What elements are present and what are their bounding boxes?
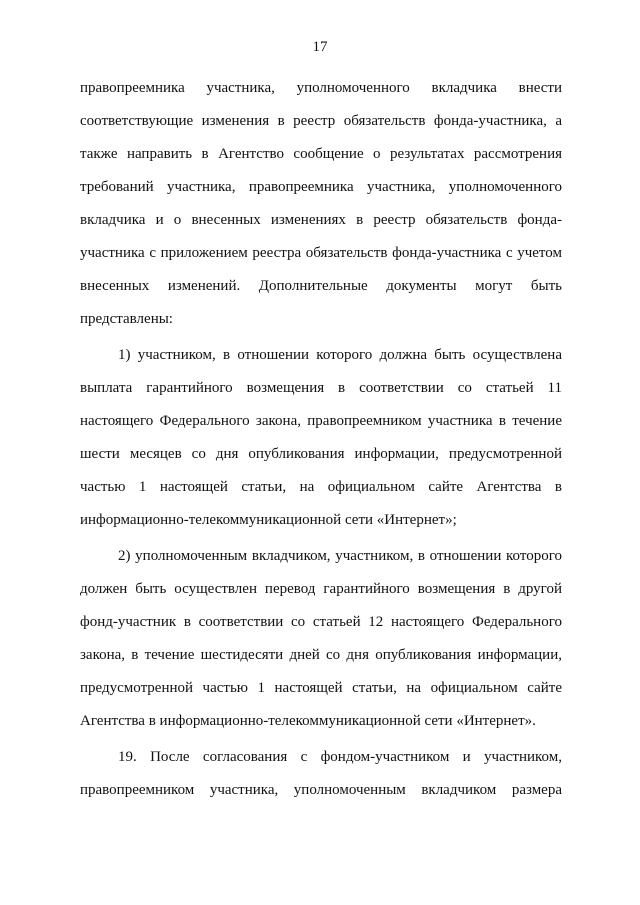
text-line: соответствующие изменения в реестр обязательств фонда-участника, а bbox=[80, 113, 562, 129]
text-line: внесенных изменений. Дополнительные документы могут быть bbox=[80, 278, 562, 294]
text-line: закона, в течение шестидесяти дней со дня опубликования информации, bbox=[80, 647, 562, 663]
text-line: правопреемником участника, уполномоченным вкладчиком размера bbox=[80, 782, 562, 798]
page-number: 17 bbox=[312, 39, 328, 55]
text-line: представлены: bbox=[80, 311, 173, 327]
text-line: должен быть осуществлен перевод гарантийного возмещения в другой bbox=[80, 581, 562, 597]
text-line: требований участника, правопреемника участника, уполномоченного bbox=[80, 179, 562, 195]
text-line: предусмотренной частью 1 настоящей статьи, на официальном сайте bbox=[80, 680, 562, 696]
text-line: вкладчика и о внесенных изменениях в реестр обязательств фонда- bbox=[80, 212, 562, 228]
text-line: частью 1 настоящей статьи, на официальном сайте Агентства в bbox=[80, 479, 562, 495]
text-line: правопреемника участника, уполномоченного вкладчика внести bbox=[80, 80, 562, 96]
text-line: 2) уполномоченным вкладчиком, участником, в отношении которого bbox=[118, 548, 562, 564]
text-line: настоящего Федерального закона, правопреемником участника в течение bbox=[80, 413, 562, 429]
text-line: 19. После согласования с фондом-участником и участником, bbox=[118, 749, 562, 765]
text-line: фонд-участник в соответствии со статьей 12 настоящего Федерального bbox=[80, 614, 562, 630]
text-line: выплата гарантийного возмещения в соответствии со статьей 11 bbox=[80, 380, 562, 396]
text-line: Агентства в информационно-телекоммуникационной сети «Интернет». bbox=[80, 713, 536, 729]
text-line: 1) участником, в отношении которого должна быть осуществлена bbox=[118, 347, 562, 363]
text-line: информационно-телекоммуникационной сети «Интернет»; bbox=[80, 512, 457, 528]
text-line: шести месяцев со дня опубликования информации, предусмотренной bbox=[80, 446, 562, 462]
text-line: также направить в Агентство сообщение о результатах рассмотрения bbox=[80, 146, 562, 162]
text-line: участника с приложением реестра обязательств фонда-участника с учетом bbox=[80, 245, 562, 261]
